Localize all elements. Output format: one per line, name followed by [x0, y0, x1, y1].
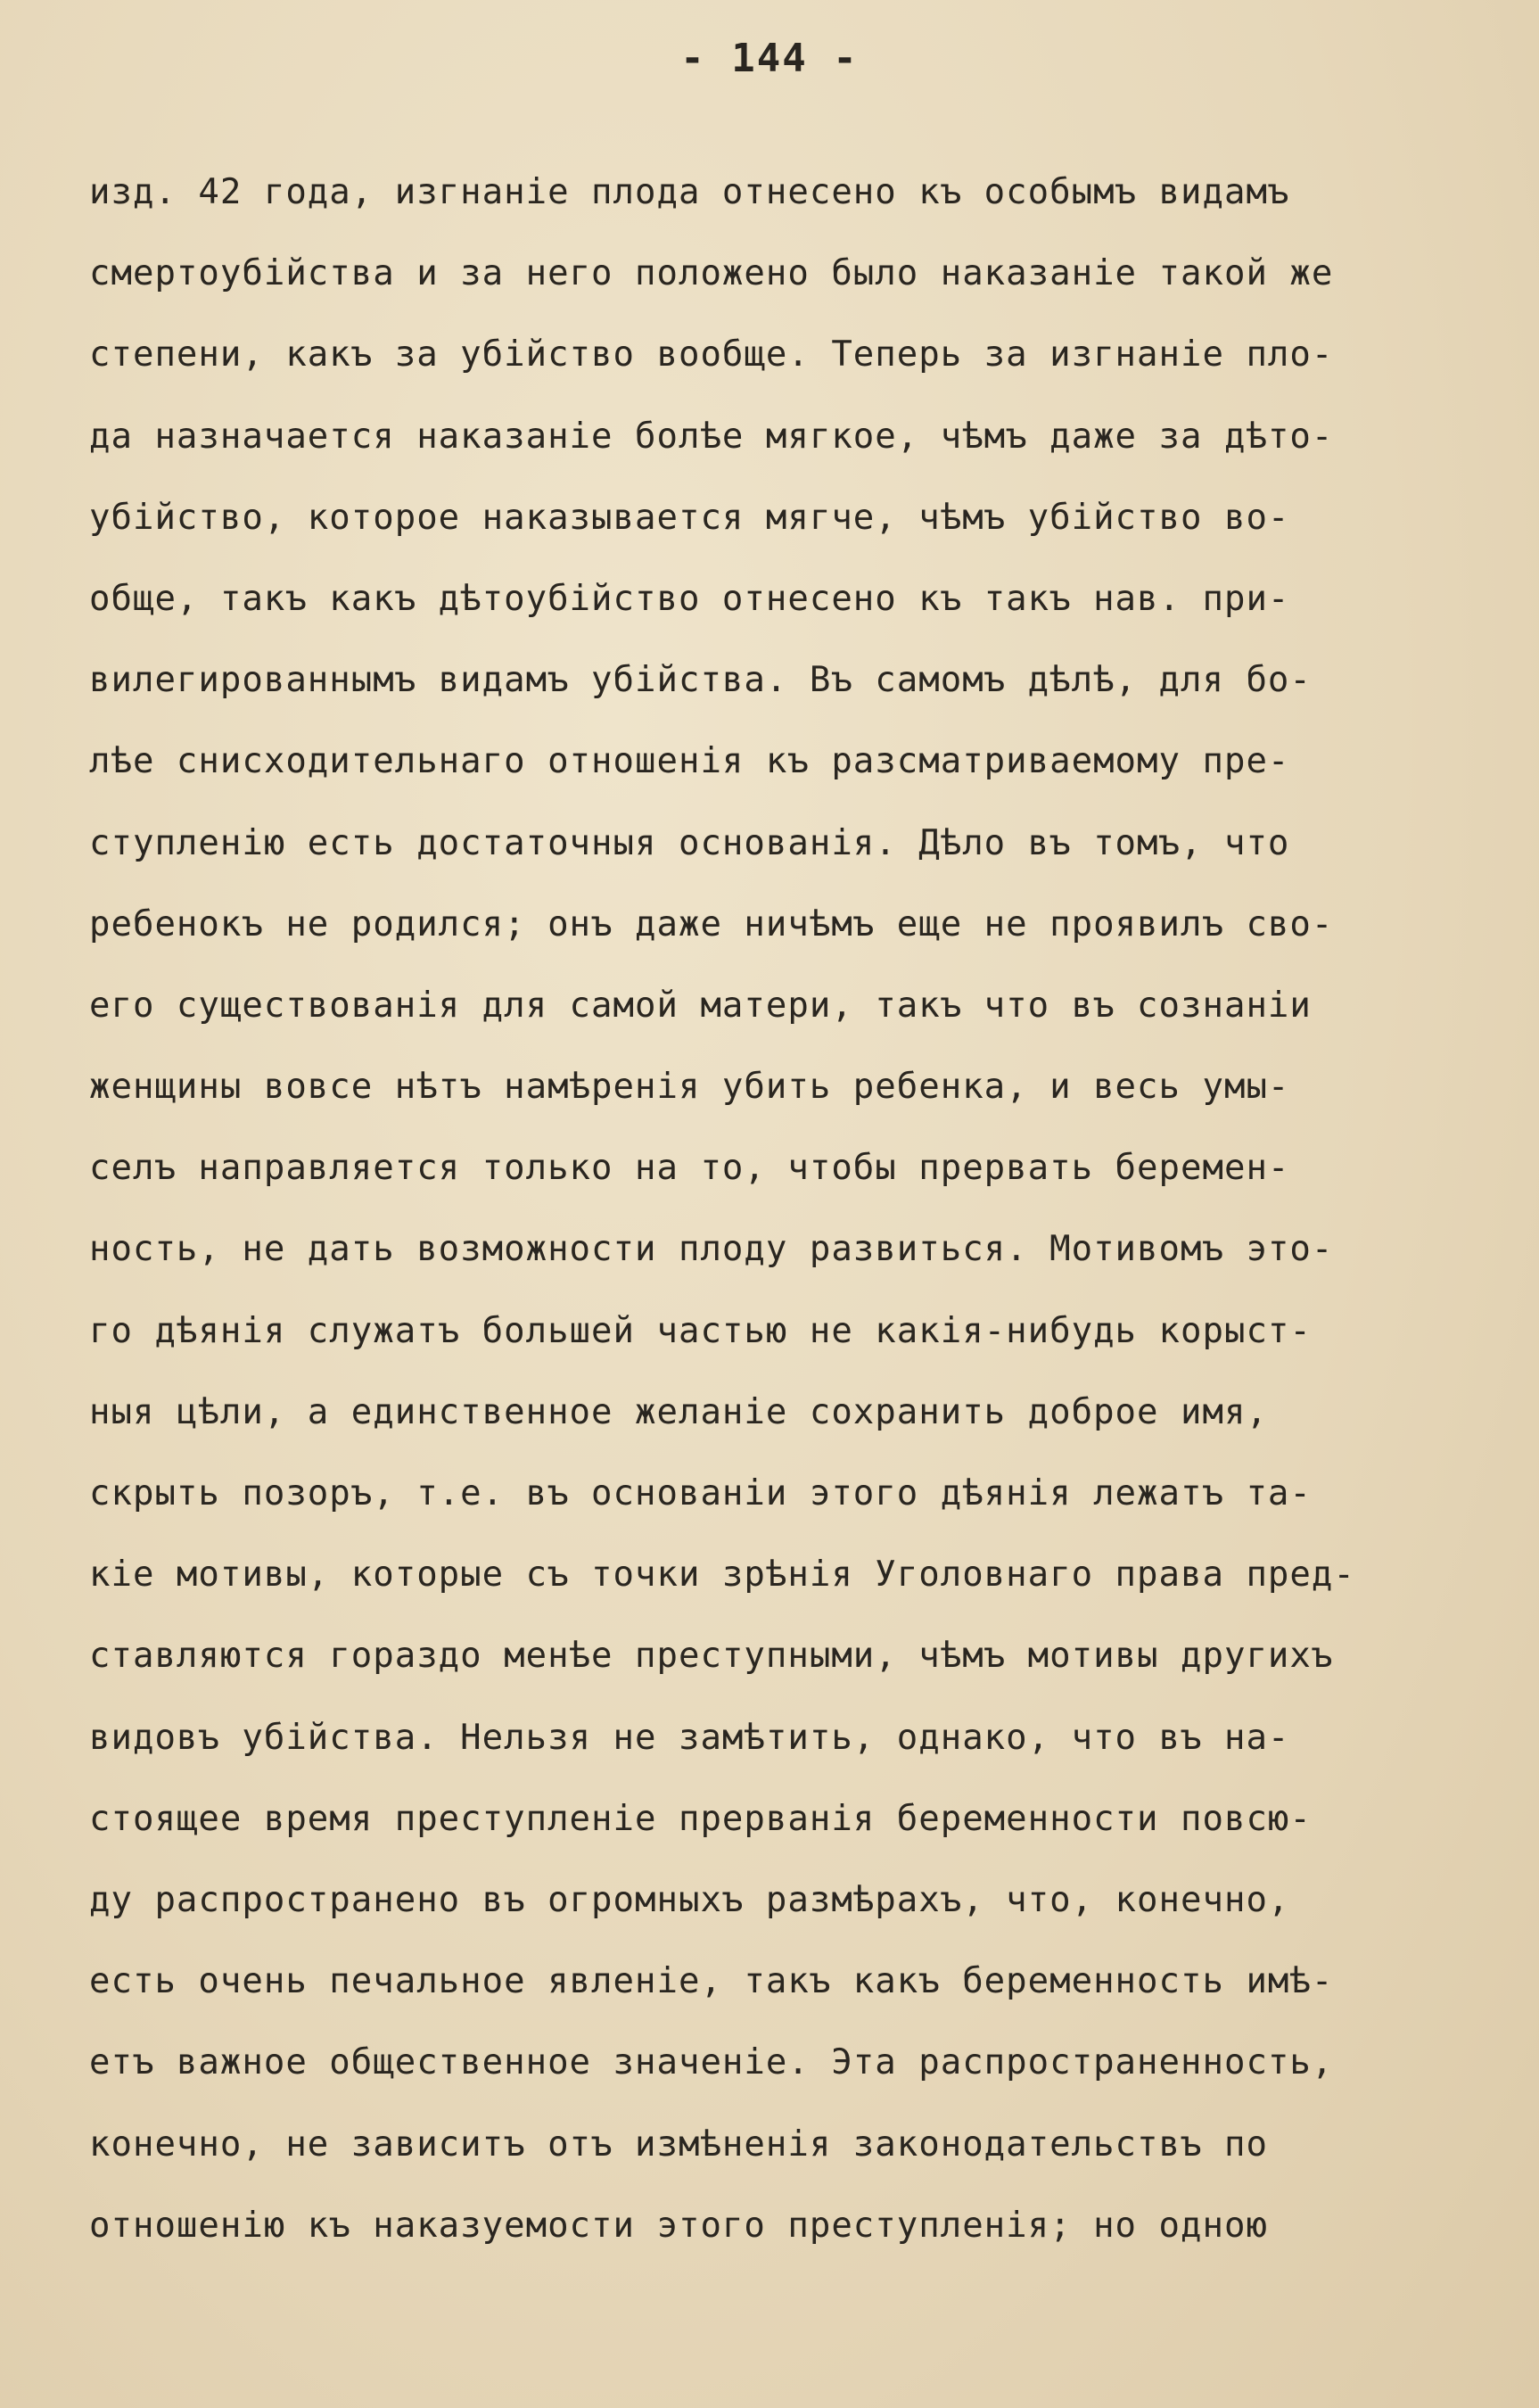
text-line: ставляются гораздо менѣе преступными, чѣмъ мотивы другихъ: [89, 1636, 1334, 1677]
text-line: степени, какъ за убійство вообще. Теперь за изгнаніе пло-: [89, 334, 1334, 375]
text-line: обще, такъ какъ дѣтоубійство отнесено къ такъ нав. при-: [89, 578, 1290, 619]
text-line: стоящее время преступленіе прерванія беременности повсю-: [89, 1798, 1312, 1839]
text-line: селъ направляется только на то, чтобы прервать беремен-: [89, 1148, 1290, 1189]
text-line: кіе мотивы, которые съ точки зрѣнія Уголовнаго права пред-: [89, 1554, 1355, 1596]
text-line: скрыть позоръ, т.е. въ основаніи этого дѣянія лежатъ та-: [89, 1473, 1312, 1513]
text-line: женщины вовсе нѣтъ намѣренія убить ребенка, и весь умы-: [89, 1067, 1290, 1108]
text-line: конечно, не зависитъ отъ измѣненія законодательствъ по: [89, 2123, 1268, 2165]
page-number: - 144 -: [680, 36, 859, 81]
text-line: ступленію есть достаточныя основанія. Дѣло въ томъ, что: [89, 822, 1290, 863]
text-line: ныя цѣли, а единственное желаніе сохранить доброе имя,: [89, 1391, 1268, 1432]
text-line: ду распространено въ огромныхъ размѣрахъ, что, конечно,: [89, 1879, 1290, 1920]
text-line: его существованія для самой матери, такъ что въ сознаніи: [89, 985, 1312, 1026]
text-line: вилегированнымъ видамъ убійства. Въ самомъ дѣлѣ, для бо-: [89, 660, 1312, 701]
text-line: етъ важное общественное значеніе. Эта распространенность,: [89, 2042, 1334, 2083]
text-line: да назначается наказаніе болѣе мягкое, чѣмъ даже за дѣто-: [89, 416, 1334, 457]
text-line: смертоубійства и за него положено было наказаніе такой же: [89, 253, 1334, 294]
text-line: ребенокъ не родился; онъ даже ничѣмъ еще не проявилъ сво-: [89, 903, 1334, 944]
text-line: го дѣянія служатъ большей частью не какія-нибудь корыст-: [89, 1310, 1312, 1351]
body-text: [89, 152, 1480, 2266]
text-line: лѣе снисходительнаго отношенія къ разсматриваемому пре-: [89, 741, 1290, 782]
text-line: изд. 42 года, изгнаніе плода отнесено къ особымъ видамъ: [89, 172, 1290, 212]
text-line: видовъ убійства. Нельзя не замѣтить, однако, что въ на-: [89, 1717, 1290, 1758]
text-line: отношенію къ наказуемости этого преступленія; но одною: [89, 2205, 1268, 2246]
text-line: ность, не дать возможности плоду развиться. Мотивомъ это-: [89, 1229, 1334, 1270]
text-line: убійство, которое наказывается мягче, чѣмъ убійство во-: [89, 497, 1290, 538]
text-line: есть очень печальное явленіе, такъ какъ беременность имѣ-: [89, 1961, 1334, 2002]
